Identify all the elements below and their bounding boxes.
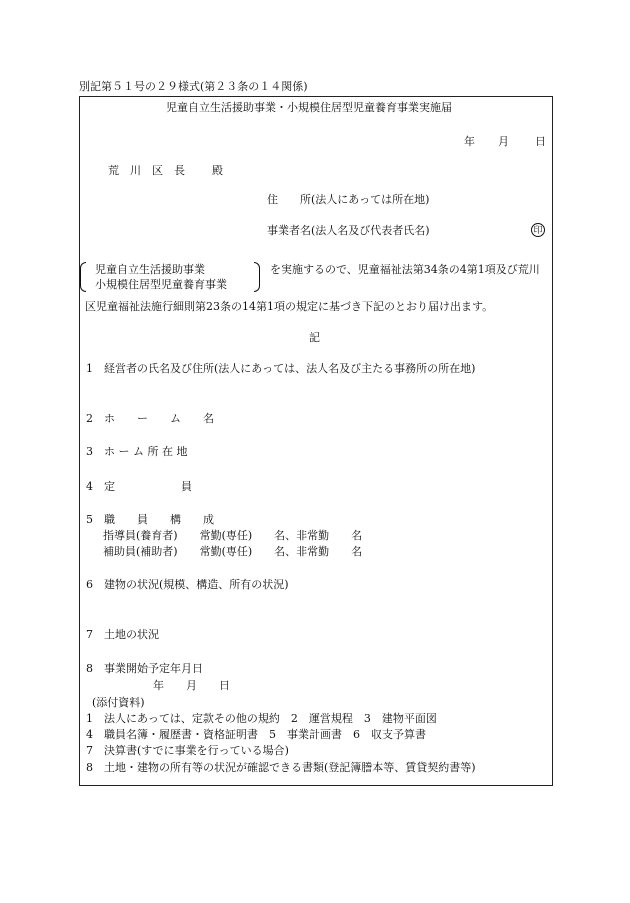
body-text-line-1: を実施するので、児童福祉法第34条の4第1項及び荒川 (270, 263, 540, 276)
attachments-line-2: 4 職員名簿・履歴書・資格証明書 5 事業計画書 6 収支予算書 (86, 728, 426, 741)
attachments-line-1: 1 法人にあっては、定款その他の規約 2 運営規程 3 建物平面図 (86, 712, 437, 725)
form-title: 児童自立生活援助事業・小規模住居型児童養育事業実施届 (166, 101, 452, 114)
bracket-left (80, 262, 86, 292)
item-8: 8 事業開始予定年月日 (86, 662, 203, 675)
attachments-heading: (添付資料) (92, 696, 145, 709)
item-4: 4 定 員 (86, 480, 192, 493)
attachments-line-3: 7 決算書(すでに事業を行っている場合) (86, 744, 289, 757)
form-number: 別記第５１号の２９様式(第２３条の１４関係) (79, 80, 308, 93)
item-5-instructors: 指導員(養育者) 常勤(専任) 名、非常勤 名 (103, 529, 363, 542)
date-month: 月 (498, 135, 509, 148)
date-day: 日 (535, 135, 546, 148)
item-1: 1 経営者の氏名及び住所(法人にあっては、法人名及び主たる事務所の所在地) (86, 362, 476, 375)
item-6: 6 建物の状況(規模、構造、所有の状況) (86, 578, 289, 591)
item-2: 2 ホ ー ム 名 (86, 412, 214, 425)
seal-mark: 印 (531, 223, 545, 237)
item-5: 5 職 員 構 成 (86, 513, 214, 526)
address-label: 住 所(法人にあっては所在地) (267, 193, 430, 206)
business-option-2: 小規模住居型児童養育事業 (95, 278, 227, 291)
body-text-line-2: 区児童福祉法施行細則第23条の14第1項の規定に基づき下記のとおり届け出ます。 (85, 300, 494, 313)
item-3: 3 ホ ー ム 所 在 地 (86, 445, 188, 458)
business-option-1: 児童自立生活援助事業 (95, 263, 205, 276)
item-7: 7 土地の状況 (86, 628, 159, 641)
item-8-date: 年 月 日 (153, 679, 230, 692)
addressee-honorific: 殿 (212, 164, 223, 177)
bracket-right (254, 262, 260, 292)
addressee-ward: 荒 川 区 長 (108, 164, 185, 177)
date-year: 年 (464, 135, 475, 148)
attachments-line-4: 8 土地・建物の所有等の状況が確認できる書類(登記簿謄本等、賃貸契約書等) (86, 761, 476, 774)
ki-heading: 記 (309, 331, 320, 344)
name-label: 事業者名(法人名及び代表者氏名) (267, 224, 430, 237)
item-5-assistants: 補助員(補助者) 常勤(専任) 名、非常勤 名 (103, 545, 363, 558)
